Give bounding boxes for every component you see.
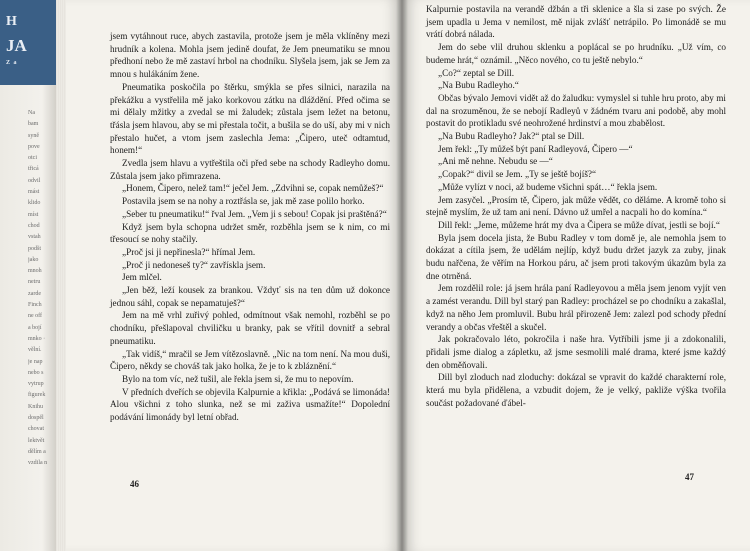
background-text-fragment: míst	[28, 211, 39, 218]
book-cover	[0, 0, 56, 85]
right-page-body	[426, 3, 726, 410]
paragraph: „Jen běž, leží kousek za brankou. Vždyť sis na ten dům už dokonce jednou sáhl, copak se nepamatuješ?“	[110, 285, 390, 308]
paragraph: „Na Bubu Radleyho.“	[438, 80, 519, 91]
paragraph: „Proč jsi ji nepřinesla?“ hřímal Jem.	[122, 246, 256, 257]
cover-title-line1: H	[6, 14, 17, 29]
paragraph: „Co?“ zeptal se Dill.	[438, 67, 515, 78]
paragraph: Jem řekl: „Ty můžeš být paní Radleyová, Čipero —“	[438, 143, 633, 154]
background-text-fragment: dělím a	[28, 448, 46, 455]
paragraph: Když jsem byla schopna udržet směr, rozběhla jsem se k nim, co mi třesoucí se nohy stačily.	[110, 221, 390, 245]
paragraph: Dill řekl: „Jeme, můžeme hrát my dva a Čipera se může dívat, jestli se bojí.“	[438, 219, 720, 230]
background-text-fragment: netru	[28, 279, 41, 286]
background-text-fragment: pove	[28, 143, 40, 150]
cover-title-line3: Z a	[6, 60, 18, 66]
background-text-fragment: a bojí	[28, 324, 42, 331]
right-page-number: 47	[685, 472, 694, 482]
background-text-fragment: jako	[28, 256, 39, 263]
paragraph: „Tak vidíš,“ mračil se Jem vítězoslavně. „Nic na tom není. Na mou duši, Čipero, někdy se chováš tak jako holka, že je to k zbláznění.“	[110, 348, 390, 372]
background-text-fragment: vytrup	[28, 381, 44, 388]
paragraph: „Honem, Čipero, nelež tam!“ ječel Jem. „Zdvihni se, copak nemůžeš?“	[122, 183, 384, 194]
background-text-fragment: zarde	[28, 290, 41, 297]
background-text-fragment: třicá	[28, 166, 39, 173]
background-text-fragment: mnoh	[28, 268, 42, 275]
background-text-fragment: dospěl	[28, 415, 44, 422]
right-page	[402, 0, 750, 551]
background-text-fragment: Finch	[28, 302, 42, 309]
background-page-text	[28, 108, 54, 470]
paragraph: Dill byl zloduch nad zloduchy: dokázal se vpravit do každé charakterní role, která mu byla přidělena, a vzbudit dojem, že je velký, pakliže výška tvořila součást požadované ďábel-	[426, 372, 726, 408]
background-text-fragment: Na	[28, 110, 35, 116]
paragraph: Jem mlčel.	[122, 272, 162, 283]
background-text-fragment: syně	[28, 132, 39, 139]
background-text-fragment: lektvět	[28, 437, 45, 444]
cover-title-line2: JA	[6, 36, 27, 55]
background-text-fragment: ne off	[28, 313, 43, 320]
background-text-fragment: vělní.	[28, 347, 42, 354]
paragraph: Byla jsem docela jista, že Bubu Radley v tom domě je, ale nemohla jsem to dokázat a cítila jsem, že udělám nejlíp, když budu držet jazyk za zuby, jinak budu nařčena, že věřím na Horkou páru, ač jsem proti takovým úkazům byla za dne otrněná.	[426, 232, 726, 281]
paragraph: Bylo na tom víc, než tušil, ale řekla jsem si, že mu to nepovím.	[122, 373, 354, 384]
background-text-fragment: odvil	[28, 177, 41, 184]
paragraph: „Může vylízt v noci, až budeme všichni spát…“ řekla jsem.	[438, 181, 658, 192]
background-text-fragment: chod	[28, 222, 40, 229]
paragraph: Postavila jsem se na nohy a roztřásla se, jak mě zase polilo horko.	[122, 196, 365, 207]
background-text-fragment: bam	[28, 121, 39, 128]
background-text-fragment: vstah	[28, 234, 41, 241]
background-text-fragment: mást	[28, 189, 40, 196]
paragraph: Zvedla jsem hlavu a vytřeštila oči před sebe na schody Radleyho domu. Zůstala jsem jako přimrazena.	[110, 158, 390, 181]
book-gutter	[396, 0, 408, 551]
left-page-number: 46	[130, 479, 139, 489]
paragraph: jsem vytáhnout ruce, abych zastavila, protože jsem je měla vklíněny mezi hrudník a kolena. Mohla jsem jedině doufat, že Jem pneumatiku se mnou předhoní nebo že mě zastaví hrbol na chodníku. Slyšela jsem, jak se Jem za mnou s hulákáním žene.	[110, 31, 390, 80]
background-text-fragment: podšt	[28, 245, 42, 252]
paragraph: Kalpurnie postavila na verandě džbán a tři sklenice a šla si zase po svých. Že jsem upadla u Jema v nemilost, mě nijak zvlášť netrápilo. Po limonádě se mu vrátí dobrá nálada.	[426, 4, 726, 40]
left-page-body	[110, 30, 390, 424]
background-text-fragment: otci	[28, 155, 37, 162]
paragraph: Občas bývalo Jemovi vidět až do žaludku: vymyslel si tuhle hru proto, aby mi dal na srozuměnou, že se nebojí Radleyů v žádném tvaru ani podobě, aby mohl postavit do protikladu své neohrožené hrdinství a mou zbabělost.	[426, 92, 726, 129]
paragraph: „Ani mě nehne. Nebudu se —“	[438, 156, 553, 167]
background-book	[0, 0, 60, 551]
paragraph: Pneumatika poskočila po štěrku, smýkla se přes silnici, narazila na překážku a vystřelila mě jako korkovou zátku na dláždění. Před očima se mi dělaly mžitky a zvedal se mi žaludek; zůstala jsem ležet na betonu, třásla jsem hlavou, aby se mi přestala točit, a bušila se do uší, aby mi v nich přestalo hučet, a vtom jsem zaslechla Jema: „Čipero, uteč odtamtud, honem!“	[110, 81, 390, 156]
paragraph: V předních dveřích se objevila Kalpurnie a křikla: „Podává se limonáda! Alou všichni z toho slunka, než se mi zaživa usmažíte!“ Dopolední podávání limonády byl letní obřad.	[110, 386, 390, 423]
paragraph: „Copak?“ divil se Jem. „Ty se ještě bojíš?“	[438, 169, 597, 180]
paragraph: Jem do sebe vlil druhou sklenku a poplácal se po hrudníku. „Už vím, co budeme hrát,“ oznámil. „Něco nového, co tu ještě nebylo.“	[426, 42, 726, 65]
background-text-fragment: klido	[28, 200, 41, 207]
background-text-fragment: chovat	[28, 426, 44, 433]
left-page	[66, 0, 402, 551]
paragraph: Jem rozdělil role: já jsem hrála paní Radleyovou a měla jsem jenom vyjít ven a zamést verandu. Dill byl starý pan Radley: procházel se po chodníku a zakašlal, když na něho Jem promluvil. Bubu hrál přirozeně Jem: zalezl pod schody přední verandy a občas vřeštěl a skučel.	[426, 283, 726, 332]
background-text-fragment: vzdila n	[28, 460, 48, 467]
background-text-fragment: figurek	[28, 392, 46, 399]
background-text-fragment: je nap	[28, 358, 43, 365]
paragraph: Jak pokračovalo léto, pokročila i naše hra. Vytříbili jsme ji a zdokonalili, přidali jsme dialog a zápletku, až jsme sesmolili malé drama, které jsme každý den obměňovali.	[426, 334, 726, 370]
paragraph: Jem na mě vrhl zuřivý pohled, odmítnout však nemohl, rozběhl se po chodníku, přešlapoval chviličku u branky, pak se vřítil dovnitř a sebral pneumatiku.	[110, 310, 390, 346]
paragraph: „Seber tu pneumatiku!“ řval Jem. „Vem ji s sebou! Copak jsi praštěná?“	[122, 208, 387, 219]
background-text-fragment: mnko ·	[28, 335, 46, 342]
background-text-fragment: Knihu	[28, 403, 43, 410]
paragraph: „Proč ji nedoneseš ty?“ zavřískla jsem.	[122, 259, 266, 270]
paragraph: Jem zasyčel. „Prosím tě, Čipero, jak může vědět, co děláme. A kromě toho si stejně myslím, že už tam ani není. Dávno už umřel a nacpali ho do komína.“	[426, 194, 726, 218]
background-text-fragment: nebo s	[28, 369, 44, 376]
paragraph: „Na Bubu Radleyho? Jak?“ ptal se Dill.	[438, 131, 585, 142]
